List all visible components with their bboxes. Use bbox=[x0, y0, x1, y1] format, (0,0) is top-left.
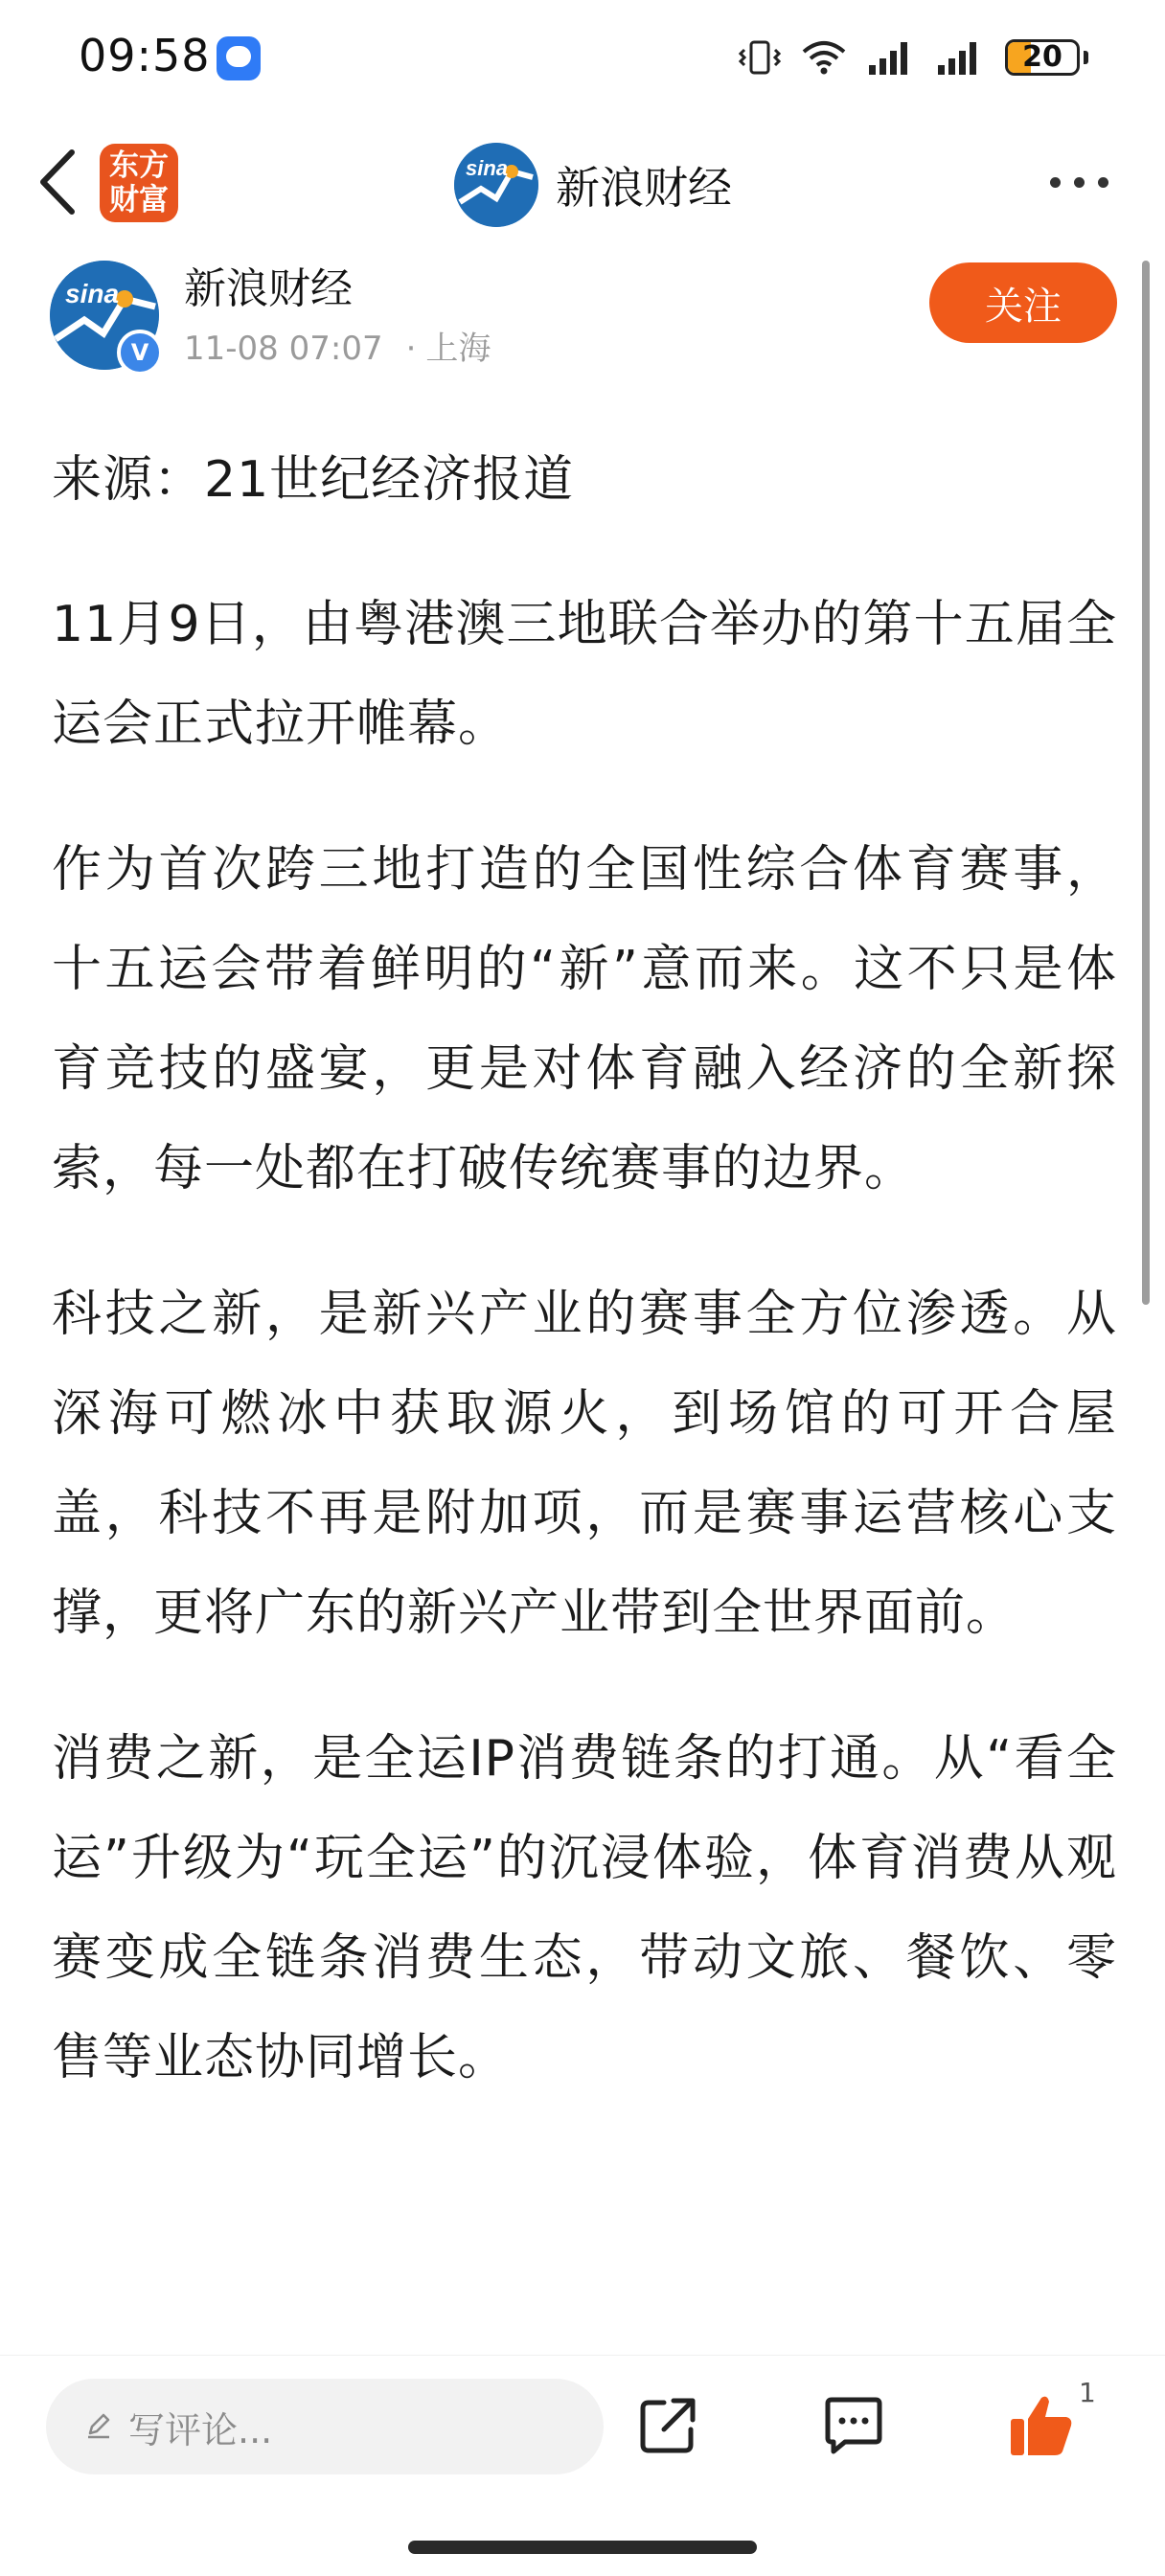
status-time: 09:58 bbox=[79, 30, 211, 81]
comment-placeholder: 写评论... bbox=[128, 2408, 273, 2451]
pen-icon bbox=[84, 2410, 113, 2443]
nav-bar bbox=[0, 125, 1165, 239]
status-bar bbox=[0, 0, 1165, 115]
comment-icon bbox=[822, 2396, 885, 2459]
article-source: 来源：21世纪经济报道 bbox=[52, 451, 575, 509]
battery-indicator bbox=[1005, 39, 1080, 76]
like-button[interactable] bbox=[998, 2384, 1085, 2471]
article-body bbox=[52, 437, 1117, 2154]
eastmoney-logo-text: 财富 bbox=[109, 183, 169, 217]
article-paragraph: 11月9日，由粤港澳三地联合举办的第十五届全运会正式拉开帷幕。 bbox=[52, 596, 1117, 753]
signal-icon bbox=[936, 38, 986, 77]
back-arrow-icon bbox=[37, 148, 80, 219]
more-button[interactable] bbox=[1031, 153, 1127, 211]
author-meta bbox=[184, 328, 491, 370]
share-button[interactable] bbox=[625, 2384, 711, 2471]
home-indicator[interactable] bbox=[408, 2541, 757, 2554]
meta-separator: · bbox=[405, 330, 417, 368]
eastmoney-logo-text: 东方 bbox=[109, 148, 169, 183]
sina-logo-text: sina bbox=[466, 156, 509, 180]
nav-title-group bbox=[454, 142, 732, 228]
vibrate-icon bbox=[739, 38, 781, 77]
wifi-icon bbox=[800, 38, 848, 77]
signal-icon bbox=[867, 38, 917, 77]
status-indicators bbox=[739, 33, 1088, 82]
eastmoney-logo[interactable] bbox=[100, 144, 178, 222]
like-count: 1 bbox=[1079, 2377, 1096, 2408]
battery-level: 20 bbox=[1022, 40, 1062, 74]
comment-input[interactable] bbox=[46, 2379, 604, 2474]
follow-button[interactable]: 关注 bbox=[929, 262, 1117, 343]
author-row bbox=[0, 249, 1165, 383]
battery-cap bbox=[1084, 51, 1088, 64]
chat-app-icon bbox=[217, 36, 261, 80]
nav-title: 新浪财经 bbox=[556, 162, 732, 214]
publish-time: 11-08 07:07 bbox=[184, 330, 383, 368]
avatar-logo-text: sina bbox=[65, 279, 120, 308]
article-paragraph: 作为首次跨三地打造的全国性综合体育赛事，十五运会带着鲜明的“新”意而来。这不只是体育竞技的盛宴，更是对体育融入经济的全新探索，每一处都在打破传统赛事的边界。 bbox=[52, 841, 1117, 1197]
share-icon bbox=[637, 2395, 698, 2460]
comment-button[interactable] bbox=[811, 2384, 897, 2471]
publish-location: 上海 bbox=[425, 330, 491, 368]
thumbs-up-icon bbox=[1007, 2392, 1076, 2463]
more-icon bbox=[1050, 177, 1108, 188]
scrollbar[interactable] bbox=[1142, 261, 1150, 1305]
author-name[interactable]: 新浪财经 bbox=[184, 264, 353, 313]
sina-logo bbox=[454, 143, 538, 227]
back-button[interactable] bbox=[25, 146, 92, 222]
article-paragraph: 科技之新，是新兴产业的赛事全方位渗透。从深海可燃冰中获取源火，到场馆的可开合屋盖，科技不再是附加项，而是赛事运营核心支撑，更将广东的新兴产业带到全世界面前。 bbox=[52, 1286, 1117, 1642]
article-paragraph: 消费之新，是全运IP消费链条的打通。从“看全运”升级为“玩全运”的沉浸体验，体育消费从观赛变成全链条消费生态，带动文旅、餐饮、零售等业态协同增长。 bbox=[52, 1730, 1117, 2086]
verified-badge: V bbox=[117, 330, 163, 376]
